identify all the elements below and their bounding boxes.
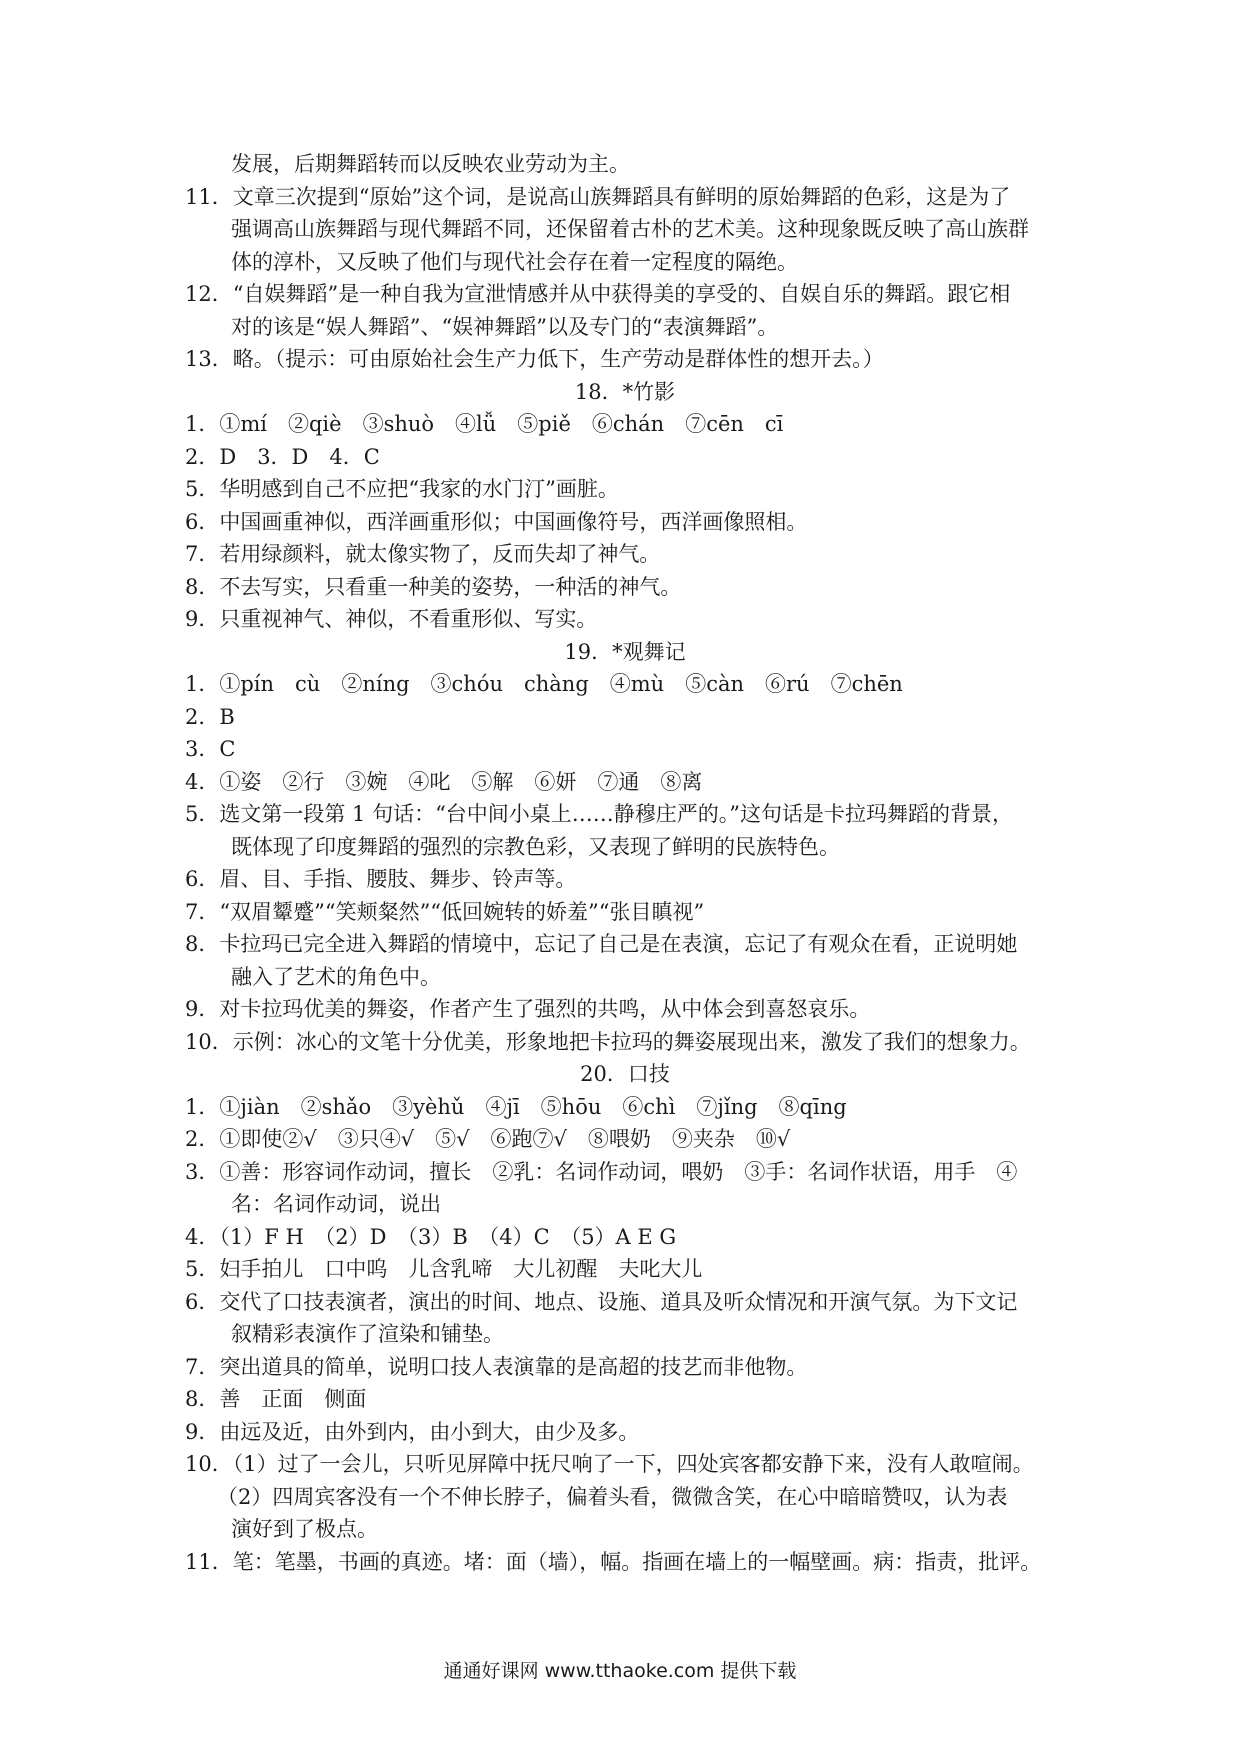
text-line: 5．妇手拍儿 口中呜 儿含乳啼 大儿初醒 夫叱大儿 <box>185 1257 703 1281</box>
text-line: 9．只重视神气、神似，不看重形似、写实。 <box>185 607 598 631</box>
text-line: 11．文章三次提到“原始”这个词，是说高山族舞蹈具有鲜明的原始舞蹈的色彩，这是为了 <box>185 184 1011 209</box>
text-line: 发展，后期舞蹈转而以反映农业劳动为主。 <box>231 152 630 176</box>
text-line: 7．“双眉颦蹙”“笑颊粲然”“低回婉转的娇羞”“张目瞋视” <box>185 899 705 924</box>
text-line: 名：名词作动词，说出 <box>231 1192 441 1216</box>
text-line: 12．“自娱舞蹈”是一种自我为宣泄情感并从中获得美的享受的、自娱自乐的舞蹈。跟它相 <box>185 282 1011 306</box>
text-line: 8．不去写实，只看重一种美的姿势，一种活的神气。 <box>185 574 682 599</box>
text-line: 6．中国画重神似，西洋画重形似；中国画像符号，西洋画像照相。 <box>185 509 808 534</box>
text-line: 强调高山族舞蹈与现代舞蹈不同，还保留着古朴的艺术美。这种现象既反映了高山族群 <box>231 217 1029 241</box>
text-line: 2．B <box>185 704 235 729</box>
text-line: 5．华明感到自己不应把“我家的水门汀”画脏。 <box>185 477 619 501</box>
text-line: 10．示例：冰心的文笔十分优美，形象地把卡拉玛的舞姿展现出来，激发了我们的想象力。 <box>185 1029 1031 1054</box>
page-footer: 通通好课网 www.tthaoke.com 提供下载 <box>443 1660 797 1682</box>
text-line: 对的该是“娱人舞蹈”、“娱神舞蹈”以及专门的“表演舞蹈”。 <box>231 314 779 339</box>
text-line: 3．C <box>185 737 236 761</box>
text-line: 5．选文第一段第 1 句话：“台中间小桌上……静穆庄严的。”这句话是卡拉玛舞蹈的背景， <box>185 802 1014 826</box>
text-line: 13．略。（提示：可由原始社会生产力低下，生产劳动是群体性的想开去。） <box>185 347 884 371</box>
text-line: 11．笔：笔墨，书画的真迹。堵：面（墙），幅。指画在墙上的一幅壁画。病：指责，批评。 <box>185 1549 1042 1574</box>
text-line: 3．①善：形容词作动词，擅长 ②乳：名词作动词，喂奶 ③手：名词作状语，用手 ④ <box>185 1159 1018 1184</box>
text-line: 4．①姿 ②行 ③婉 ④叱 ⑤解 ⑥妍 ⑦通 ⑧离 <box>185 769 703 794</box>
text-line: 8．卡拉玛已完全进入舞蹈的情境中，忘记了自己是在表演，忘记了有观众在看，正说明她 <box>185 932 1018 956</box>
text-line: 体的淳朴，又反映了他们与现代社会存在着一定程度的隔绝。 <box>231 249 798 274</box>
text-line: 叙精彩表演作了渲染和铺垫。 <box>231 1322 504 1346</box>
text-line: 7．若用绿颜料，就太像实物了，反而失却了神气。 <box>185 542 661 566</box>
text-line: 演好到了极点。 <box>231 1517 378 1541</box>
text-line: 1．①mí ②qiè ③shuò ④lǚ ⑤piě ⑥chán ⑦cēn cī <box>185 412 784 436</box>
text-line: （2）四周宾客没有一个不伸长脖子，偏着头看，微微含笑，在心中暗暗赞叹，认为表 <box>217 1484 1008 1509</box>
text-line: 2．①即使②√ ③只④√ ⑤√ ⑥跑⑦√ ⑧喂奶 ⑨夹杂 ⑩√ <box>185 1127 791 1151</box>
text-line: 10．（1）过了一会儿，只听见屏障中抚尺响了一下，四处宾客都安静下来，没有人敢喧闹。 <box>185 1452 1034 1476</box>
text-line: 1．①pín cù ②níng ③chóu chàng ④mù ⑤càn ⑥rú ⑦chēn <box>185 672 903 696</box>
text-line: 2．D 3．D 4．C <box>185 444 380 469</box>
answer-text-body <box>185 148 1065 1578</box>
text-line: 6．眉、目、手指、腰肢、舞步、铃声等。 <box>185 867 577 891</box>
text-line: 8．善 正面 侧面 <box>185 1387 367 1411</box>
text-line: 融入了艺术的角色中。 <box>231 964 441 989</box>
text-line: 1．①jiàn ②shǎo ③yèhǔ ④jī ⑤hōu ⑥chì ⑦jǐng ⑧qīng <box>185 1094 847 1119</box>
text-line: 6．交代了口技表演者，演出的时间、地点、设施、道具及听众情况和开演气氛。为下文记 <box>185 1289 1018 1314</box>
text-line: 7．突出道具的简单，说明口技人表演靠的是高超的技艺而非他物。 <box>185 1354 808 1379</box>
text-line: 既体现了印度舞蹈的强烈的宗教色彩，又表现了鲜明的民族特色。 <box>231 834 840 859</box>
text-line: 9．由远及近，由外到内，由小到大，由少及多。 <box>185 1419 640 1444</box>
section-heading: 18．*竹影 <box>574 379 676 404</box>
text-line: 9．对卡拉玛优美的舞姿，作者产生了强烈的共鸣，从中体会到喜怒哀乐。 <box>185 997 871 1021</box>
section-heading: 20．口技 <box>580 1062 670 1086</box>
section-heading: 19．*观舞记 <box>564 639 686 664</box>
text-line: 4．（1）F H （2）D （3）B （4）C （5）A E G <box>185 1224 677 1249</box>
